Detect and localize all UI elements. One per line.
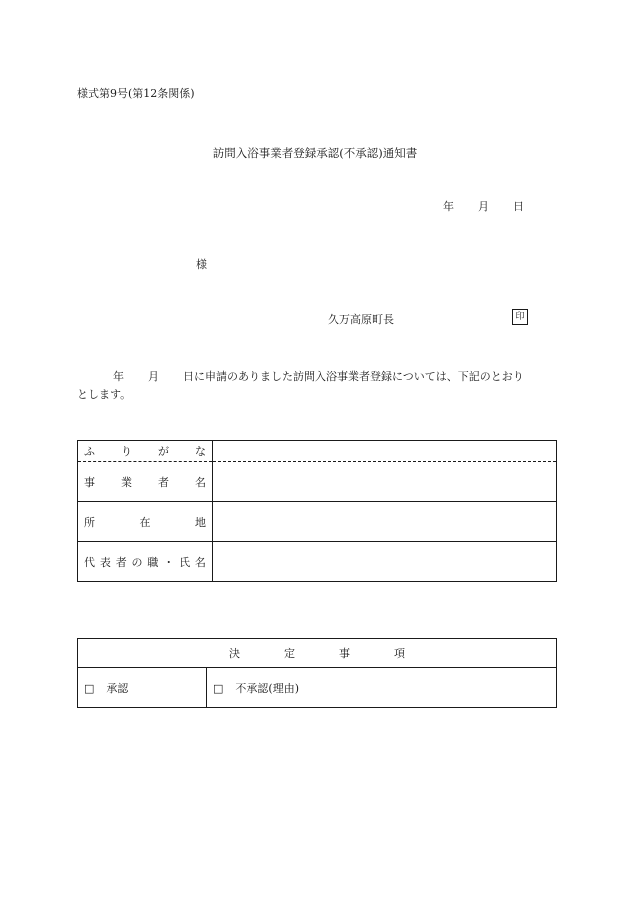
business-name-field[interactable] — [213, 462, 557, 502]
seal-mark: 印 — [512, 309, 528, 325]
date-month: 月 — [478, 200, 489, 213]
reject-option[interactable] — [207, 668, 557, 708]
addressee-suffix: 様 — [196, 258, 207, 271]
address-field[interactable] — [213, 502, 557, 542]
body-line1: 日に申請のありました訪問入浴事業者登録については、下記のとおり — [183, 370, 524, 383]
date-line — [443, 198, 524, 214]
body-month: 月 — [148, 370, 159, 383]
representative-field[interactable] — [213, 542, 557, 582]
date-year: 年 — [443, 200, 454, 213]
address-label: 所 在 地 — [78, 502, 213, 542]
reject-checkbox[interactable]: □ — [213, 681, 224, 695]
business-name-label: 事 業 者 名 — [78, 462, 213, 502]
approve-option[interactable] — [78, 668, 207, 708]
issuer-name: 久万高原町長 — [328, 313, 394, 326]
furigana-label: ふ り が な — [78, 441, 213, 462]
decision-header: 決 定 事 項 — [78, 639, 557, 668]
date-day: 日 — [513, 200, 524, 213]
form-number: 様式第9号(第12条関係) — [77, 87, 195, 100]
furigana-field[interactable] — [213, 441, 557, 462]
representative-label: 代 表 者 の 職 ・ 氏 名 — [78, 542, 213, 582]
reject-label: 不承認(理由) — [235, 681, 299, 695]
document-title: 訪問入浴事業者登録承認(不承認)通知書 — [212, 146, 418, 160]
body-year: 年 — [113, 370, 124, 383]
applicant-info-table — [77, 440, 557, 582]
approve-label: 承認 — [106, 681, 129, 695]
decision-table — [77, 638, 557, 708]
approve-checkbox[interactable]: □ — [84, 681, 95, 695]
body-line2: とします。 — [77, 388, 132, 401]
body-paragraph — [77, 368, 557, 404]
